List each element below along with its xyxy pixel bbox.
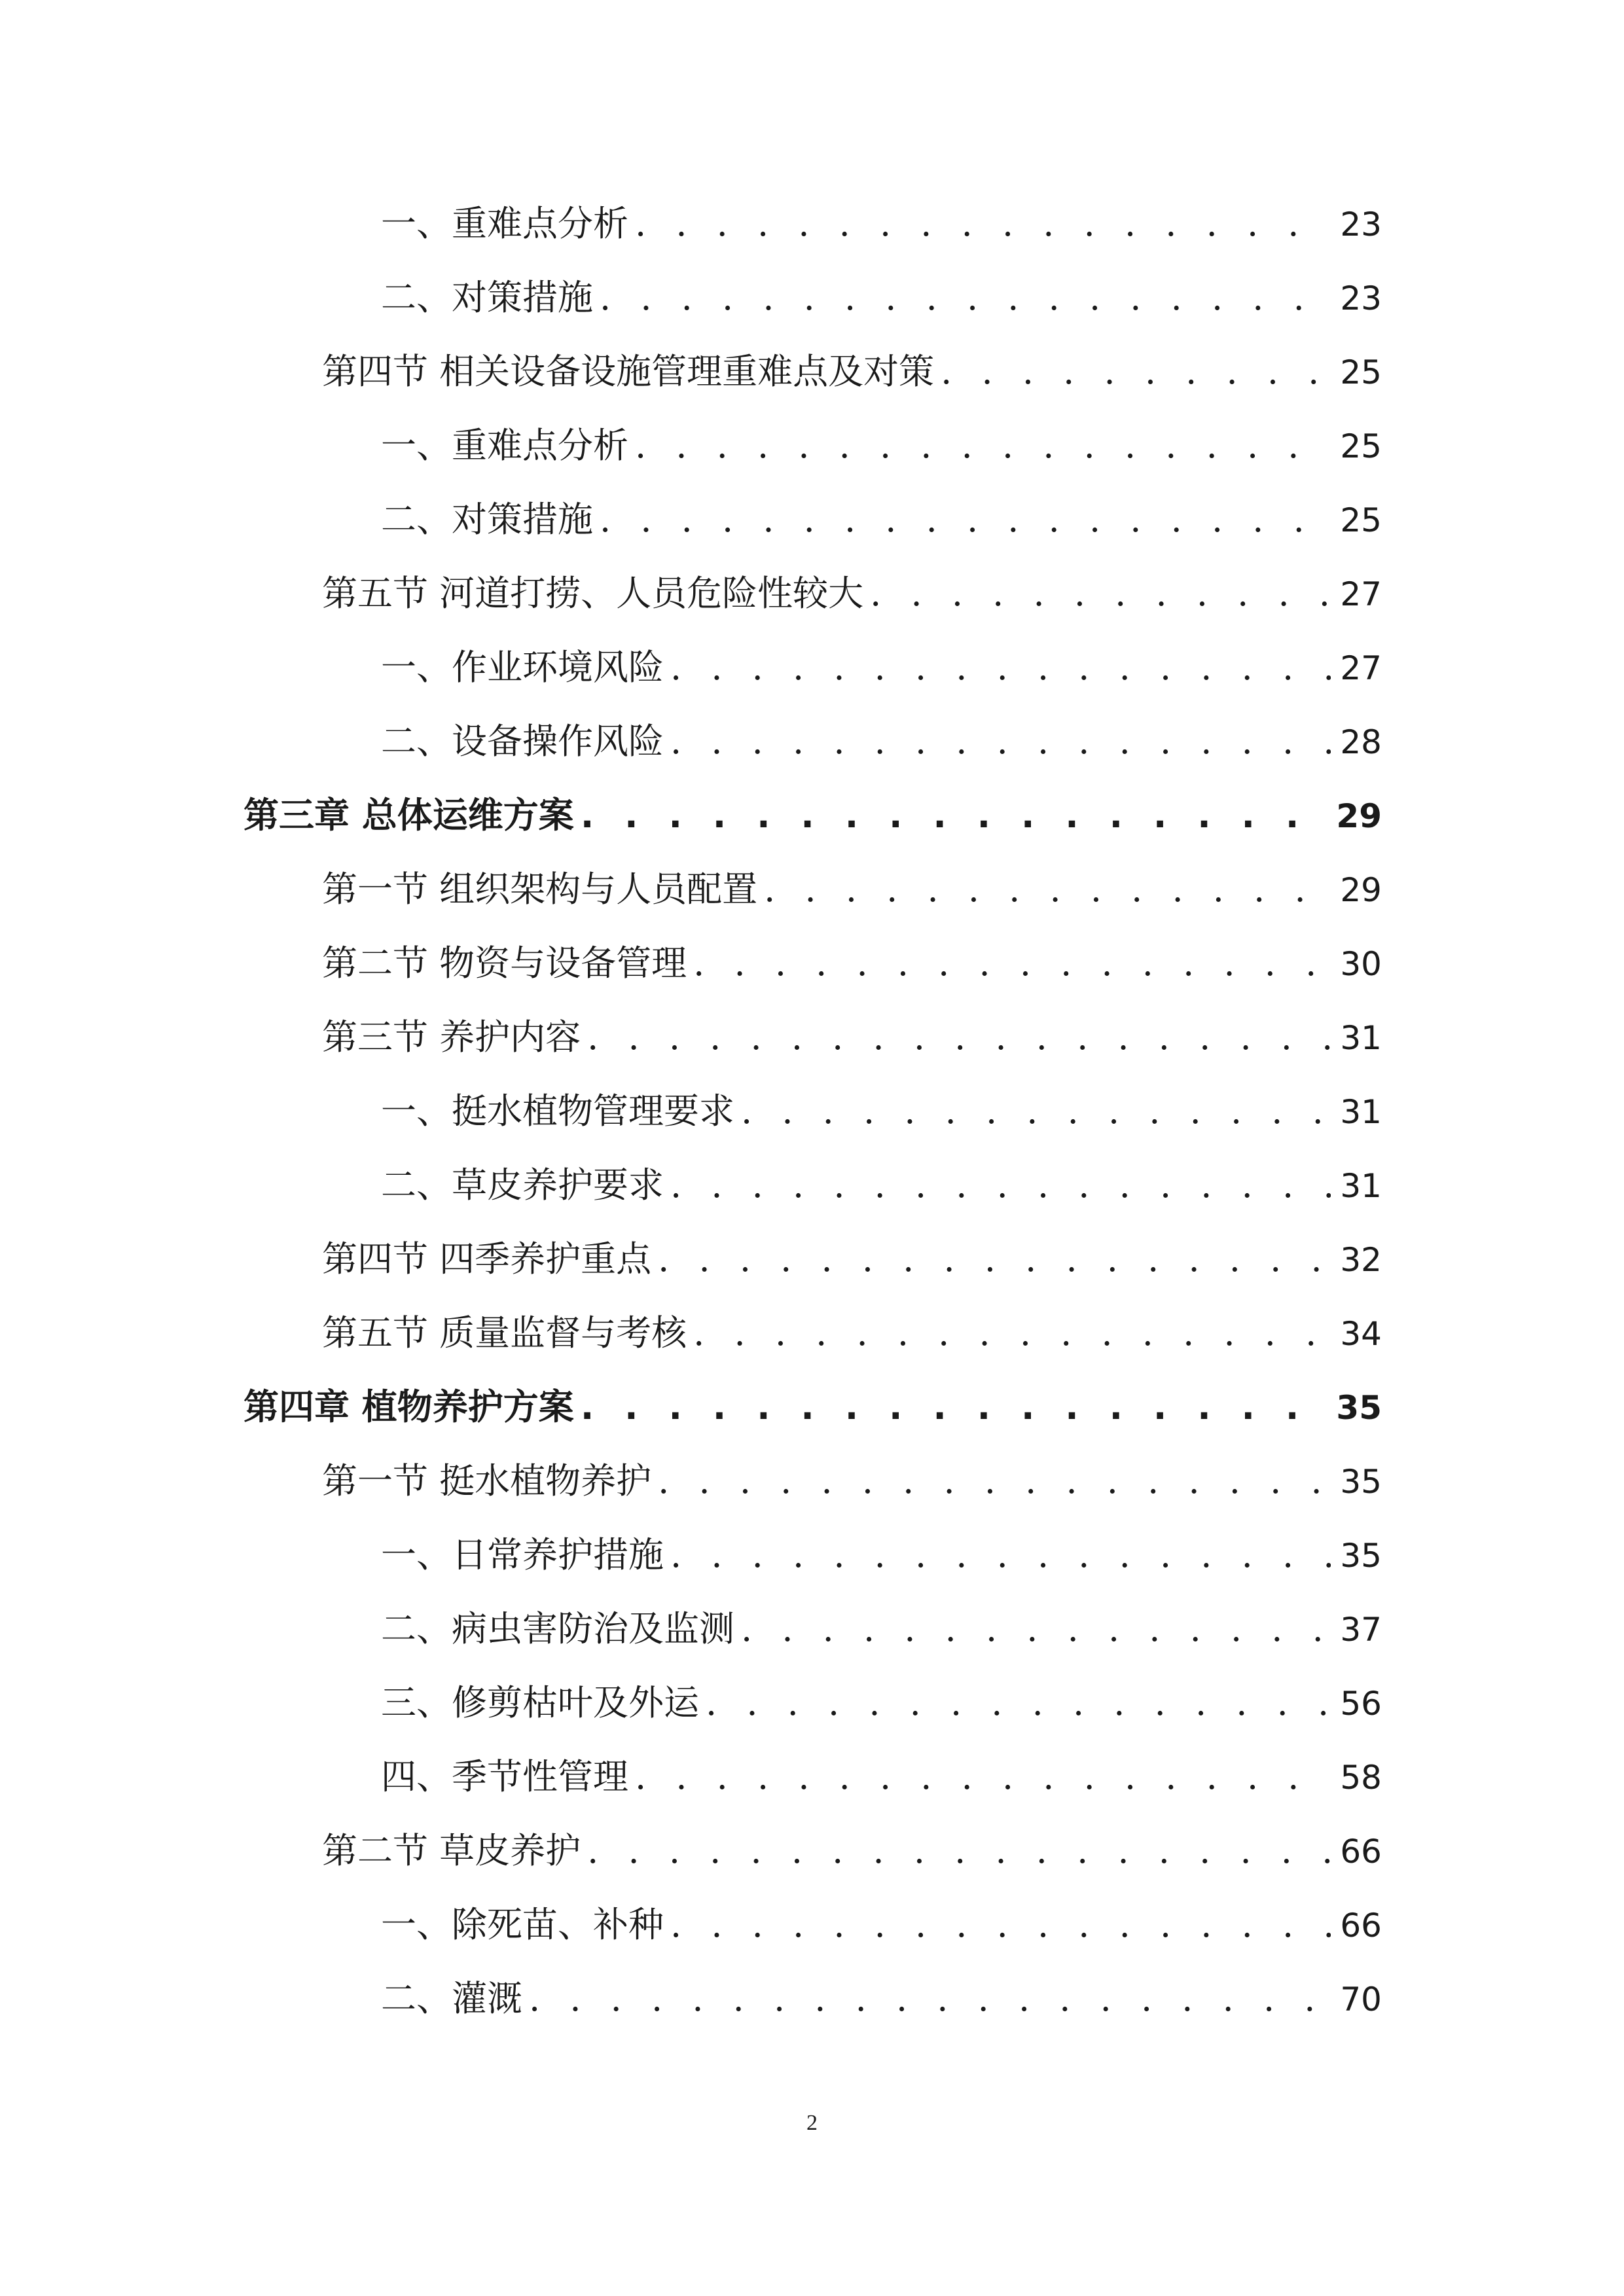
toc-entry[interactable] — [322, 934, 1382, 993]
toc-entry-label: 一、重难点分析 — [381, 203, 628, 244]
toc-entry-page: 66 — [1340, 1833, 1382, 1871]
toc-entry-page: 34 — [1340, 1315, 1382, 1353]
toc-entry-page: 27 — [1340, 649, 1382, 687]
toc-dot-leader — [600, 268, 1331, 327]
toc-dot-leader — [670, 712, 1331, 771]
toc-entry-label: 二、草皮养护要求 — [381, 1164, 664, 1206]
toc-dot-leader — [706, 1674, 1331, 1732]
toc-entry-label: 第一节 组织架构与人员配置 — [322, 869, 758, 910]
toc-entry-label: 第四章 植物养护方案 — [244, 1386, 574, 1427]
toc-entry[interactable] — [381, 1082, 1382, 1141]
toc-entry-label: 二、病虫害防治及监测 — [381, 1608, 734, 1649]
toc-dot-leader — [741, 1600, 1331, 1659]
toc-entry-page: 35 — [1340, 1537, 1382, 1575]
toc-entry-label: 第三节 养护内容 — [322, 1016, 581, 1058]
toc-dot-leader — [635, 1748, 1331, 1806]
toc-entry-page: 25 — [1340, 353, 1382, 391]
toc-entry[interactable] — [322, 1452, 1382, 1511]
toc-entry-label: 二、对策措施 — [381, 277, 593, 318]
toc-entry-label: 一、挺水植物管理要求 — [381, 1090, 734, 1132]
toc-dot-leader — [587, 1821, 1331, 1880]
toc-dot-leader — [635, 194, 1331, 253]
toc-entry[interactable] — [322, 1821, 1382, 1880]
toc-entry-label: 三、修剪枯叶及外运 — [381, 1682, 699, 1723]
toc-entry-label: 一、日常养护措施 — [381, 1534, 664, 1575]
toc-dot-leader — [581, 1378, 1327, 1437]
toc-dot-leader — [658, 1452, 1331, 1511]
toc-dot-leader — [693, 1304, 1331, 1363]
toc-entry[interactable] — [381, 712, 1382, 771]
toc-dot-leader — [587, 1008, 1331, 1067]
toc-entry-label: 第四节 四季养护重点 — [322, 1238, 652, 1280]
toc-entry-label: 二、对策措施 — [381, 499, 593, 540]
toc-dot-leader — [581, 786, 1327, 845]
toc-entry-label: 一、除死苗、补种 — [381, 1904, 664, 1945]
toc-entry-label: 第五节 河道打捞、人员危险性较大 — [322, 573, 864, 614]
toc-entry[interactable] — [322, 342, 1382, 401]
toc-entry[interactable] — [381, 416, 1382, 475]
toc-dot-leader — [941, 342, 1331, 401]
toc-entry[interactable] — [381, 1748, 1382, 1806]
toc-entry[interactable] — [322, 860, 1382, 919]
toc-entry-page: 31 — [1340, 1019, 1382, 1057]
toc-entry[interactable] — [381, 490, 1382, 549]
toc-entry[interactable] — [381, 1600, 1382, 1659]
toc-entry-label: 四、季节性管理 — [381, 1756, 628, 1797]
toc-entry-label: 二、灌溉 — [381, 1978, 522, 2019]
toc-entry-page: 70 — [1340, 1981, 1382, 2018]
toc-entry-label: 第四节 相关设备设施管理重难点及对策 — [322, 351, 935, 392]
toc-entry[interactable] — [381, 1895, 1382, 1954]
toc-entry[interactable] — [381, 268, 1382, 327]
toc-entry[interactable] — [381, 1674, 1382, 1732]
toc-entry-label: 第二节 物资与设备管理 — [322, 942, 687, 984]
toc-entry-page: 31 — [1340, 1093, 1382, 1131]
toc-entry[interactable] — [322, 564, 1382, 623]
toc-entry-label: 第一节 挺水植物养护 — [322, 1460, 652, 1501]
toc-entry-page: 23 — [1340, 206, 1382, 243]
toc-chapter-entry[interactable] — [244, 786, 1382, 845]
toc-entry-page: 25 — [1340, 501, 1382, 539]
toc-dot-leader — [693, 934, 1331, 993]
toc-dot-leader — [670, 1156, 1331, 1215]
toc-dot-leader — [670, 1526, 1331, 1585]
toc-entry-page: 27 — [1340, 575, 1382, 613]
toc-dot-leader — [529, 1969, 1331, 2028]
toc-entry-page: 28 — [1340, 723, 1382, 761]
toc-entry[interactable] — [322, 1008, 1382, 1067]
toc-dot-leader — [658, 1230, 1331, 1289]
toc-dot-leader — [600, 490, 1331, 549]
toc-entry-page: 35 — [1336, 1389, 1382, 1427]
toc-dot-leader — [764, 860, 1331, 919]
toc-entry-page: 29 — [1336, 797, 1382, 835]
toc-entry[interactable] — [381, 1156, 1382, 1215]
toc-entry-page: 29 — [1340, 871, 1382, 909]
toc-entry[interactable] — [381, 1526, 1382, 1585]
toc-entry[interactable] — [381, 194, 1382, 253]
toc-entry-page: 30 — [1340, 945, 1382, 983]
toc-entry[interactable] — [322, 1304, 1382, 1363]
toc-chapter-entry[interactable] — [244, 1378, 1382, 1437]
toc-entry-page: 23 — [1340, 279, 1382, 317]
toc-entry-page: 37 — [1340, 1611, 1382, 1649]
page-number: 2 — [806, 2111, 818, 2135]
toc-dot-leader — [635, 416, 1331, 475]
toc-dot-leader — [870, 564, 1331, 623]
toc-dot-leader — [741, 1082, 1331, 1141]
toc-entry-label: 一、重难点分析 — [381, 425, 628, 466]
toc-dot-leader — [670, 1895, 1331, 1954]
toc-entry[interactable] — [322, 1230, 1382, 1289]
toc-entry-page: 66 — [1340, 1907, 1382, 1945]
toc-entry-page: 31 — [1340, 1167, 1382, 1205]
toc-entry-page: 58 — [1340, 1759, 1382, 1797]
toc-entry-label: 二、设备操作风险 — [381, 721, 664, 762]
toc-entry[interactable] — [381, 638, 1382, 697]
toc-entry-label: 一、作业环境风险 — [381, 647, 664, 688]
toc-entry-page: 35 — [1340, 1463, 1382, 1501]
toc-entry-label: 第二节 草皮养护 — [322, 1830, 581, 1871]
toc-entry-label: 第五节 质量监督与考核 — [322, 1312, 687, 1354]
toc-entry-label: 第三章 总体运维方案 — [244, 795, 574, 836]
toc-entry-page: 32 — [1340, 1241, 1382, 1279]
toc-entry-page: 25 — [1340, 427, 1382, 465]
toc-entry[interactable] — [381, 1969, 1382, 2028]
toc-entry-page: 56 — [1340, 1685, 1382, 1723]
toc-dot-leader — [670, 638, 1331, 697]
